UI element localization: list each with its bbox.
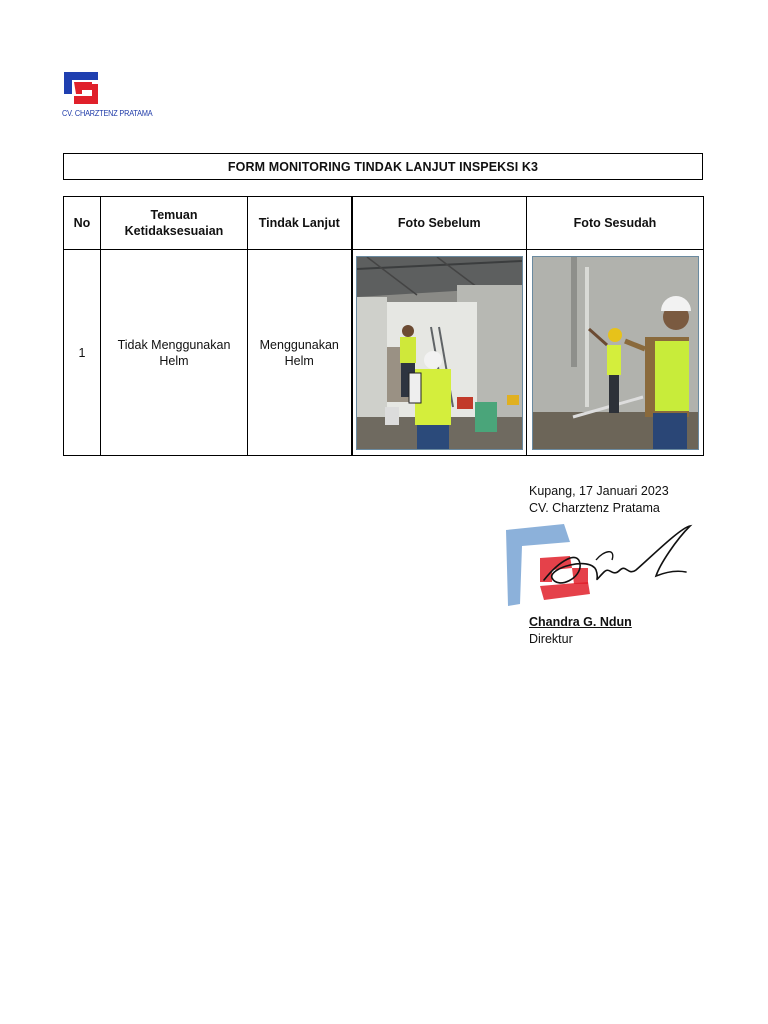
cell-no: 1 (64, 250, 101, 456)
company-logo (62, 70, 152, 126)
cell-tindak-lanjut: Menggunakan Helm (248, 250, 352, 456)
header-foto-sesudah: Foto Sesudah (527, 197, 704, 250)
cell-foto-sebelum (352, 250, 527, 456)
cell-foto-sesudah (527, 250, 704, 456)
header-no: No (64, 197, 101, 250)
header-foto-sebelum: Foto Sebelum (352, 197, 527, 250)
company-logo-mark (62, 70, 102, 106)
photo-before (356, 256, 523, 450)
signature-block (529, 483, 749, 517)
place-date: Kupang, 17 Januari 2023 (529, 484, 669, 498)
monitoring-table (63, 196, 704, 456)
company-logo-text: CV. CHARZTENZ PRATAMA (62, 108, 153, 118)
header-temuan: Temuan Ketidaksesuaian (101, 197, 248, 250)
photo-after (532, 256, 699, 450)
signature-stamp (500, 520, 700, 610)
table-row (64, 250, 704, 456)
table-header-row (64, 197, 704, 250)
form-title: FORM MONITORING TINDAK LANJUT INSPEKSI K3 (63, 153, 703, 180)
signer-name: Chandra G. Ndun (529, 615, 632, 629)
cell-temuan: Tidak Menggunakan Helm (101, 250, 248, 456)
signature-company: CV. Charztenz Pratama (529, 501, 660, 515)
header-tindak-lanjut: Tindak Lanjut (248, 197, 352, 250)
signer-role: Direktur (529, 632, 573, 646)
